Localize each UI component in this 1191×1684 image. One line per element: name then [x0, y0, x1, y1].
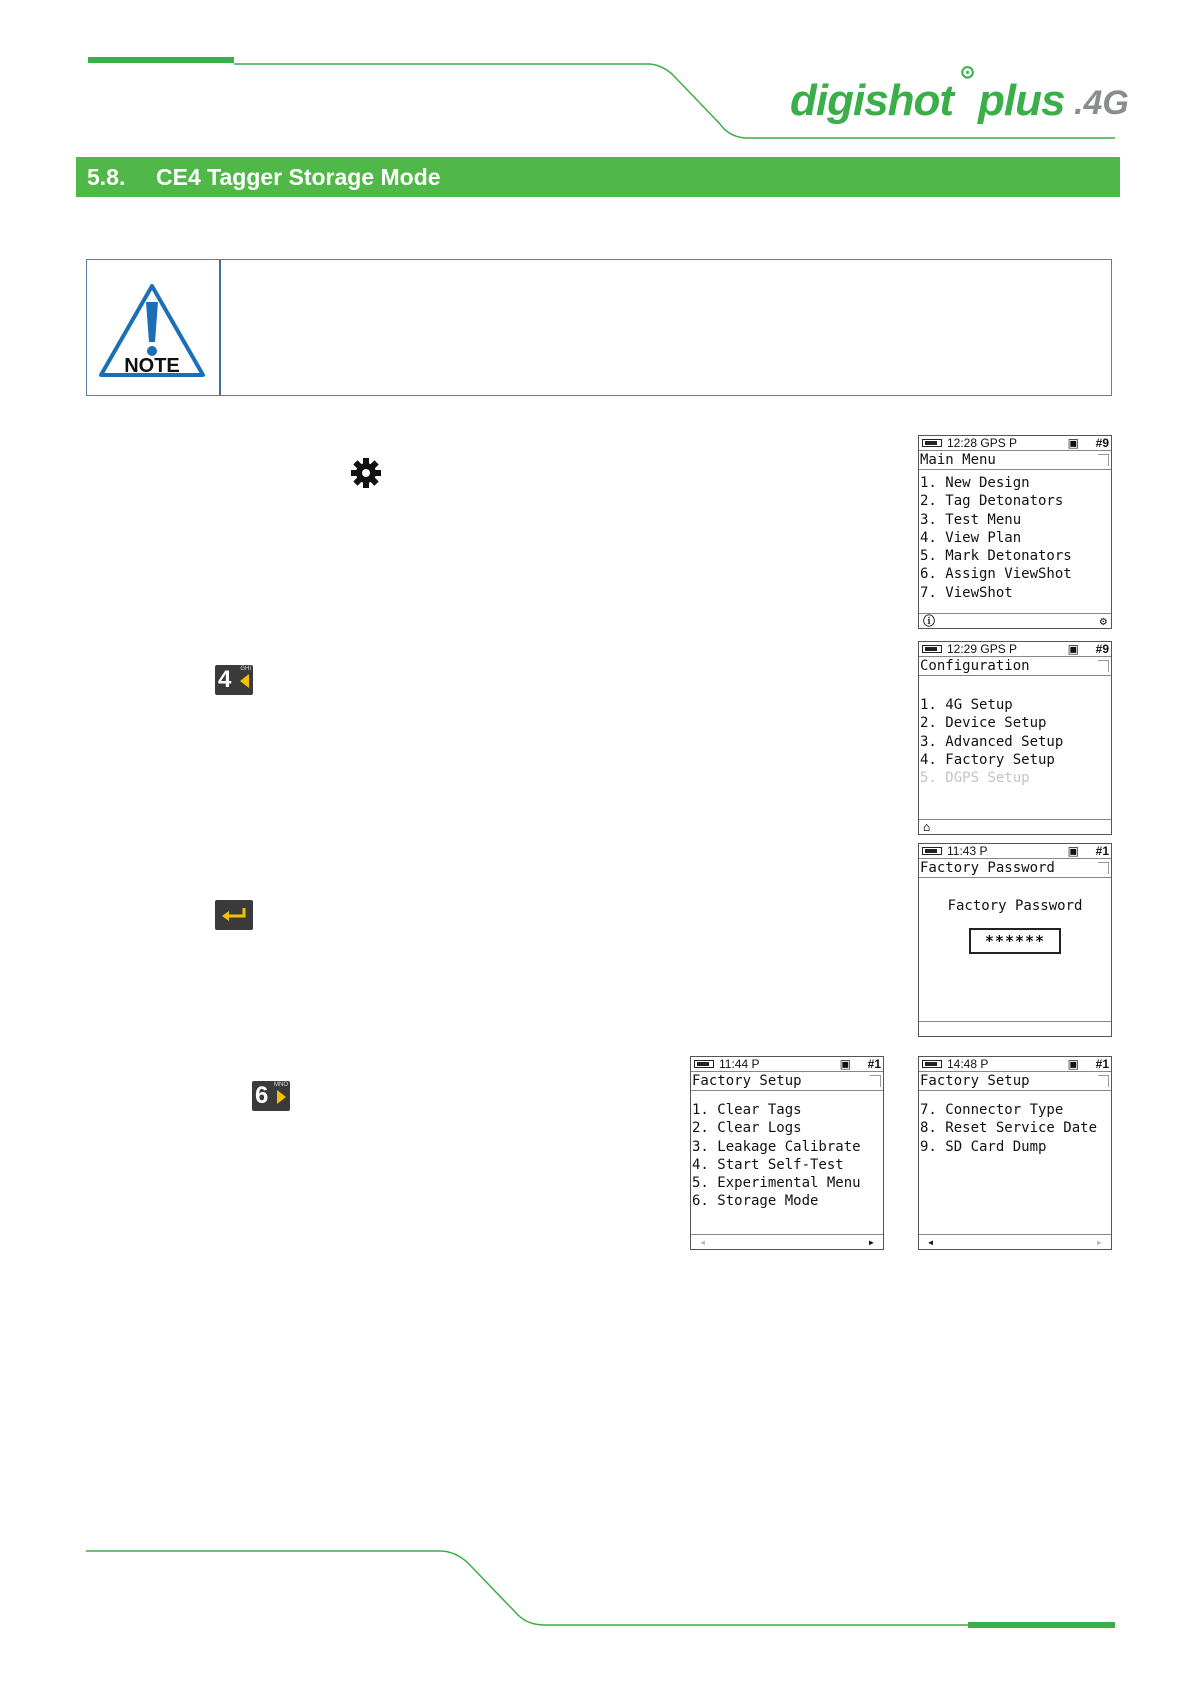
logo-digishot: digishot [790, 76, 954, 125]
battery-icon [922, 1060, 942, 1068]
screen-footer [691, 1234, 883, 1249]
screen-footer [919, 1234, 1111, 1249]
menu-item[interactable]: 1. New Design [920, 475, 1030, 491]
logo-mark-icon: ⊙ [960, 62, 976, 82]
battery-icon [922, 847, 942, 855]
menu-item[interactable]: 6. Assign ViewShot [920, 566, 1072, 583]
page-right-icon: ▸ [1095, 1235, 1103, 1249]
screen-factory-setup-1 [690, 1056, 884, 1250]
screen-title: Factory Setup [919, 1072, 1111, 1091]
signal-icon: ▣ [839, 1057, 851, 1071]
key-6-icon [252, 1081, 290, 1111]
password-input[interactable]: ****** [969, 928, 1061, 954]
status-bar [919, 1057, 1111, 1072]
screen-configuration [918, 641, 1112, 835]
menu-item[interactable]: 7. ViewShot [920, 584, 1013, 601]
menu-item-disabled: 5. DGPS Setup [920, 770, 1030, 787]
screen-title: Configuration [919, 657, 1111, 676]
screen-footer [919, 819, 1111, 834]
menu-list [919, 1091, 1111, 1156]
page-left-icon[interactable]: ◂ [927, 1235, 935, 1249]
menu-item[interactable]: 7. Connector Type [920, 1102, 1064, 1118]
status-text: 14:48 P [947, 1057, 989, 1071]
status-count: #9 [1095, 642, 1109, 656]
menu-list [691, 1091, 883, 1211]
menu-list [919, 676, 1111, 787]
key-6-letters: MNO [274, 1082, 288, 1088]
signal-icon: ▣ [1067, 642, 1079, 656]
status-count: #1 [1095, 844, 1109, 858]
menu-item[interactable]: 5. Mark Detonators [920, 548, 1072, 565]
battery-icon [922, 645, 942, 653]
menu-item[interactable]: 6. Storage Mode [692, 1193, 819, 1210]
logo-4g: .4G [1074, 84, 1129, 122]
menu-item[interactable]: 3. Leakage Calibrate [692, 1138, 861, 1155]
menu-item[interactable]: 4. View Plan [920, 529, 1022, 546]
footer-lines [0, 1530, 1191, 1630]
status-bar [691, 1057, 883, 1072]
signal-icon: ▣ [1067, 436, 1079, 450]
status-count: #9 [1095, 436, 1109, 450]
page-left-icon: ◂ [699, 1235, 707, 1249]
menu-item[interactable]: 2. Clear Logs [692, 1120, 802, 1137]
warning-triangle-icon [97, 280, 207, 380]
screen-title: Main Menu [919, 451, 1111, 470]
screen-footer [919, 613, 1111, 628]
screen-factory-setup-2 [918, 1056, 1112, 1250]
note-divider [219, 260, 221, 395]
logo-plus: plus [978, 76, 1065, 125]
menu-item[interactable]: 9. SD Card Dump [920, 1138, 1047, 1155]
note-box [86, 259, 1112, 396]
menu-list [919, 470, 1111, 602]
left-arrow-icon [240, 674, 249, 688]
battery-icon [922, 439, 942, 447]
section-heading [76, 157, 1120, 197]
screen-title: Factory Setup [691, 1072, 883, 1091]
status-text: 11:44 P [719, 1057, 760, 1071]
menu-item[interactable]: 4. Factory Setup [920, 751, 1055, 768]
menu-item[interactable]: 3. Advanced Setup [920, 733, 1064, 750]
status-bar [919, 436, 1111, 451]
enter-arrow-icon [220, 906, 248, 924]
note-label: NOTE [124, 355, 180, 377]
status-text: 12:29 GPS P [947, 642, 1018, 656]
screen-title: Factory Password [919, 859, 1111, 878]
menu-item[interactable]: 1. 4G Setup [920, 697, 1013, 713]
enter-key-icon [215, 900, 253, 930]
gear-icon: ⚙ [1099, 614, 1107, 628]
menu-item[interactable]: 2. Tag Detonators [920, 493, 1064, 510]
screen-main-menu [918, 435, 1112, 629]
status-text: 11:43 P [947, 844, 988, 858]
brand-logo [790, 60, 1129, 130]
status-bar [919, 642, 1111, 657]
password-label: Factory Password [947, 898, 1083, 914]
right-arrow-icon [277, 1090, 286, 1104]
menu-item[interactable]: 3. Test Menu [920, 511, 1022, 528]
menu-item[interactable]: 1. Clear Tags [692, 1102, 802, 1118]
menu-item[interactable]: 8. Reset Service Date [920, 1120, 1098, 1137]
info-icon: ⓘ [923, 614, 936, 628]
screen-footer [919, 1021, 1111, 1036]
key-4-digit: 4 [218, 666, 232, 693]
key-4-icon [215, 665, 253, 695]
status-count: #1 [1095, 1057, 1109, 1071]
status-count: #1 [867, 1057, 881, 1071]
key-6-digit: 6 [255, 1082, 269, 1109]
status-text: 12:28 GPS P [947, 436, 1018, 450]
section-title: CE4 Tagger Storage Mode [156, 164, 441, 190]
key-4-letters: GHI [240, 666, 251, 672]
menu-item[interactable]: 2. Device Setup [920, 715, 1047, 732]
status-bar [919, 844, 1111, 859]
home-icon: ⌂ [923, 820, 931, 834]
page-right-icon[interactable]: ▸ [867, 1235, 875, 1249]
battery-icon [694, 1060, 714, 1068]
screen-factory-password [918, 843, 1112, 1037]
gear-icon [350, 457, 382, 489]
signal-icon: ▣ [1067, 1057, 1079, 1071]
signal-icon: ▣ [1067, 844, 1079, 858]
menu-item[interactable]: 4. Start Self-Test [692, 1156, 844, 1173]
menu-item[interactable]: 5. Experimental Menu [692, 1175, 861, 1192]
section-number: 5.8. [87, 164, 126, 190]
